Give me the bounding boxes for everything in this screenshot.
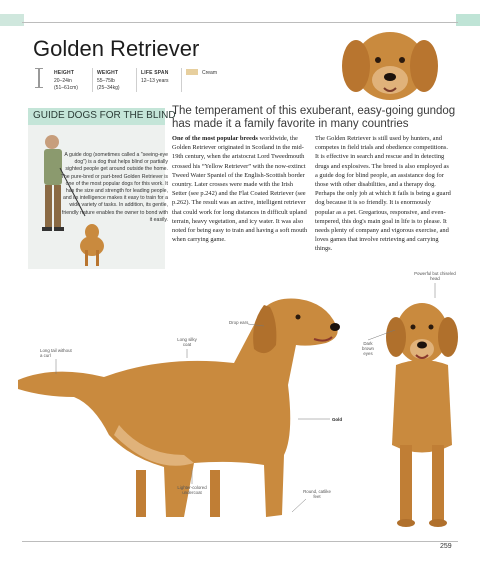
bottom-rule <box>22 541 458 542</box>
weight-value-metric: (25–34kg) <box>97 85 120 91</box>
callout-gold: Gold <box>332 417 342 422</box>
sidebar-title: GUIDE DOGS FOR THE BLIND <box>33 110 176 121</box>
body-column-2: The Golden Retriever is still used by hunters, and competes in field trials and obedience competitions. It is effective in search and rescue and in detecting drugs and explosives. The breed is also employed as a guide dog for blind people, an assistance dog for those with other disabilities, and a therapy dog. Perhaps the only job at which it fails is being a guard dog because it is so friendly. It is enormously popular as a pet. Gregarious, responsive, and even-tempered, this dog's main goal in life is to please. It needs plenty of company and vigorous exercise, and loves games that involve retrieving and carrying things. <box>315 135 451 253</box>
color-label: Cream <box>202 70 218 76</box>
callout-long-tail: Long tail without a curl <box>40 348 72 358</box>
height-value-metric: (51–61cm) <box>54 85 78 91</box>
lifespan-value: 12–13 years <box>141 78 169 84</box>
body-text-1: worldwide, the Golden Retriever originated in Scotland in the mid-19th century, when the aristocrat Lord Tweedmouth crossed his “Yellow Retriever” with the now-extinct Tweed Water Spaniel of the English-Scottish border country. Later crosses were made with the Irish Setter (see p.242) and the Flat Coated Retriever (see p.262). The result was an active, intelligent retriever that could work for long distances in difficult upland terrain, heavy vegetation, and icy water. It was also noted for being easy to train and having a soft mouth when carrying game. <box>172 135 308 244</box>
callout-drop-ears: Drop ears <box>229 320 249 325</box>
weight-label: WEIGHT <box>97 70 119 76</box>
callout-dark-brown-eyes: Dark brown eyes <box>362 341 374 356</box>
callout-round-feet: Round, catlike feet <box>303 489 331 499</box>
lead-in: One of the most popular breeds <box>172 135 258 142</box>
height-label: HEIGHT <box>54 70 75 76</box>
page-number: 259 <box>440 543 452 550</box>
sidebar-text: A guide dog (sometimes called a "seeing-eye dog") is a dog that helps blind or partially sighted people get around outside the home. The pure-bred or part-bred Golden Retriever is one of the most popular dogs for this work. It has the size and strength for leading people, and its intelligence makes it easy to train for a wide variety of tasks. In addition, its gentle, friendly nature enables the owner to bond with it easily. <box>60 152 168 223</box>
lifespan-label: LIFE SPAN <box>141 70 169 76</box>
callout-lighter-undercoat: Lighter-colored undercoat <box>177 485 207 495</box>
section-headline: The temperament of this exuberant, easy-going gundog has made it a family favorite in many countries <box>172 105 456 130</box>
callout-long-silky-coat: Long silky coat <box>177 337 197 347</box>
height-value: 20–24in <box>54 78 72 84</box>
page-title: Golden Retriever <box>33 36 200 61</box>
weight-value: 55–75lb <box>97 78 115 84</box>
callout-powerful-head: Powerful but chiseled head <box>414 271 456 281</box>
